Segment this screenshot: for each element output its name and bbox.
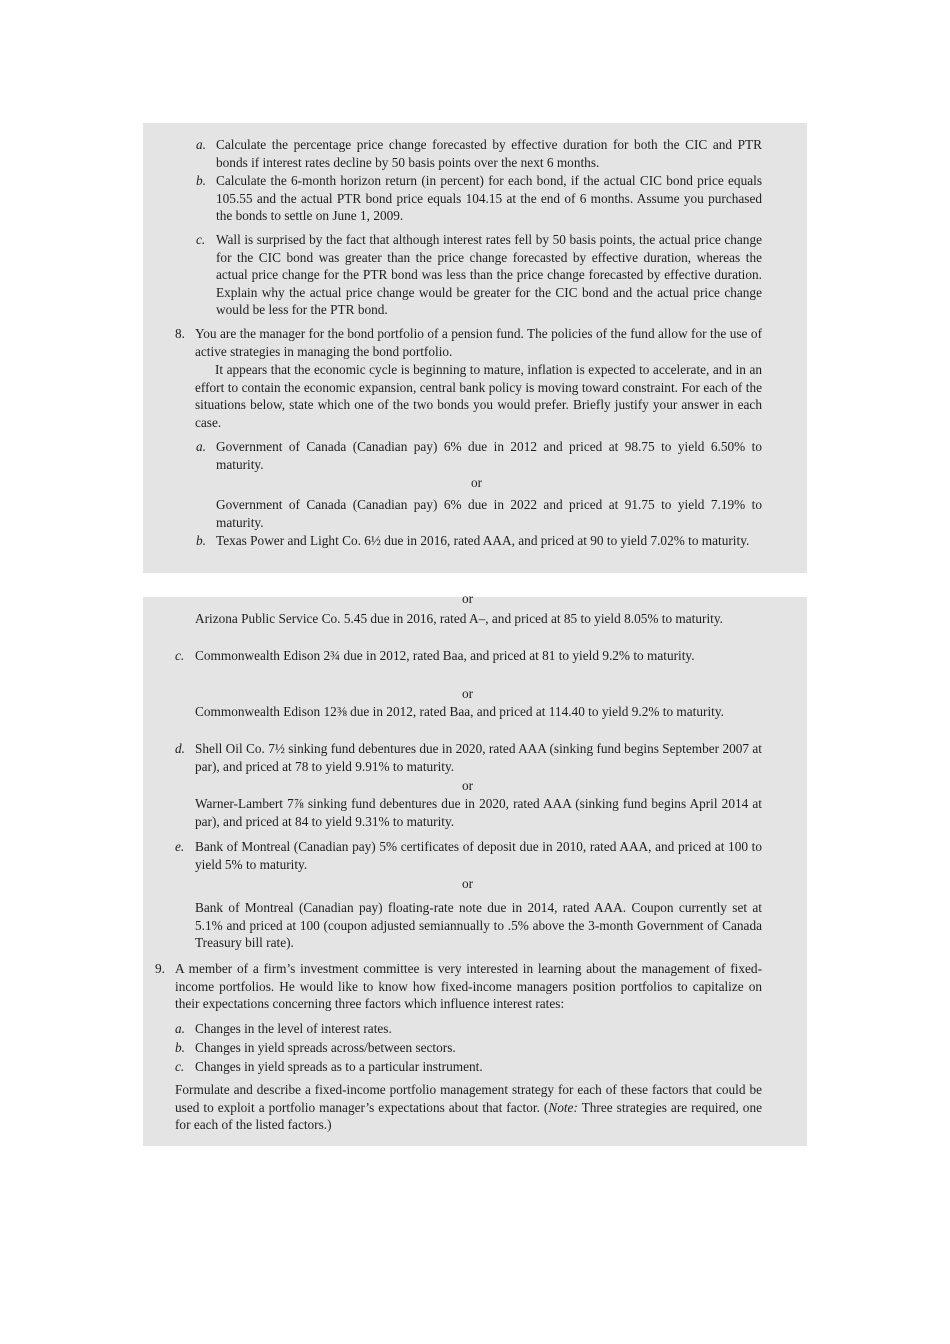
q9c-text: Changes in yield spreads as to a particular instrument. (195, 1059, 483, 1074)
q8d-label: d. (175, 741, 185, 756)
q8b-label: b. (196, 533, 206, 548)
q7b-text: Calculate the 6-month horizon return (in percent) for each bond, if the actual CIC bond price equals 105.55 and the actual PTR bond price equals 104.15 at the end of 6 months. Assume you purchased the bonds to settle on June 1, 2009. (216, 173, 762, 224)
q9c-label: c. (175, 1059, 185, 1074)
q9a-text: Changes in the level of interest rates. (195, 1021, 392, 1036)
q8-number: 8. (175, 326, 185, 341)
q8c-or: or (462, 686, 474, 701)
q9-note-label: Note: (548, 1099, 578, 1115)
q8d-option2: Warner-Lambert 7⅞ sinking fund debentures due in 2020, rated AAA (sinking fund begins April 2014 at par), and priced at 84 to yield 9.31% to maturity. (195, 796, 762, 829)
q9-closing-main: Formulate and describe a fixed-income portfolio management strategy for each of these factors that could be used to exploit a portfolio manager’s expectations about that factor. ( (175, 1082, 762, 1115)
q8a-option1: Government of Canada (Canadian pay) 6% due in 2012 and priced at 98.75 to yield 6.50% to maturity. (216, 439, 762, 472)
q8-intro: You are the manager for the bond portfolio of a pension fund. The policies of the fund allow for the use of active strategies in managing the bond portfolio. (195, 326, 762, 359)
q7b-label: b. (196, 173, 206, 188)
q8e-label: e. (175, 839, 185, 854)
q8e-option2: Bank of Montreal (Canadian pay) floating-rate note due in 2014, rated AAA. Coupon currently set at 5.1% and priced at 100 (coupon adjusted semiannually to .5% above the 3-month Government of Canada Treasury bill rate). (195, 900, 762, 951)
q8a-label: a. (196, 439, 206, 454)
q9-intro: A member of a firm’s investment committee is very interested in learning about the management of fixed-income portfolios. He would like to know how fixed-income managers position portfolios to capitalize on their expectations concerning three factors which influence interest rates: (175, 961, 762, 1012)
q8a-or: or (471, 475, 483, 490)
q8c-option2: Commonwealth Edison 12⅜ due in 2012, rated Baa, and priced at 114.40 to yield 9.2% to maturity. (195, 704, 724, 719)
q9b-label: b. (175, 1040, 185, 1055)
q9b-text: Changes in yield spreads across/between sectors. (195, 1040, 456, 1055)
q8a-option2: Government of Canada (Canadian pay) 6% due in 2022 and priced at 91.75 to yield 7.19% to maturity. (216, 497, 762, 530)
q8c-option1: Commonwealth Edison 2¾ due in 2012, rated Baa, and priced at 81 to yield 9.2% to maturity. (195, 648, 695, 663)
q7a-label: a. (196, 137, 206, 152)
q8d-or: or (462, 778, 474, 793)
q9-number: 9. (155, 961, 165, 976)
q9-closing-end: Three strategies are required, one for each of the listed factors.) (175, 1099, 762, 1133)
q9a-label: a. (175, 1021, 185, 1036)
q9-closing (175, 1081, 762, 1134)
q7c-text: Wall is surprised by the fact that although interest rates fell by 50 basis points, the actual price change for the CIC bond was greater than the price change forecasted by effective duration, whereas the actual price change for the PTR bond was less than the price change forecasted by effective duration. Explain why the actual price change would be greater for the CIC bond and the actual price change would be less for the PTR bond. (216, 232, 762, 318)
q7c-label: c. (196, 232, 206, 247)
q8b-option1: Texas Power and Light Co. 6½ due in 2016, rated AAA, and priced at 90 to yield 7.02% to maturity. (216, 533, 750, 548)
q8c-label: c. (175, 648, 185, 663)
q8e-option1: Bank of Montreal (Canadian pay) 5% certificates of deposit due in 2010, rated AAA, and priced at 100 to yield 5% to maturity. (195, 839, 762, 872)
q8d-option1: Shell Oil Co. 7½ sinking fund debentures due in 2020, rated AAA (sinking fund begins September 2007 at par), and priced at 78 to yield 9.91% to maturity. (195, 741, 762, 774)
q8-paragraph: It appears that the economic cycle is beginning to mature, inflation is expected to accelerate, and in an effort to contain the economic expansion, central bank policy is moving toward constraint. For each of the situations below, state which one of the two bonds you would prefer. Briefly justify your answer in each case. (195, 362, 762, 430)
q8b-or: or (462, 591, 474, 606)
q7a-text: Calculate the percentage price change forecasted by effective duration for both the CIC and PTR bonds if interest rates decline by 50 basis points over the next 6 months. (216, 137, 762, 170)
q8b-option2: Arizona Public Service Co. 5.45 due in 2016, rated A–, and priced at 85 to yield 8.05% to maturity. (195, 611, 723, 626)
q8e-or: or (462, 876, 474, 891)
